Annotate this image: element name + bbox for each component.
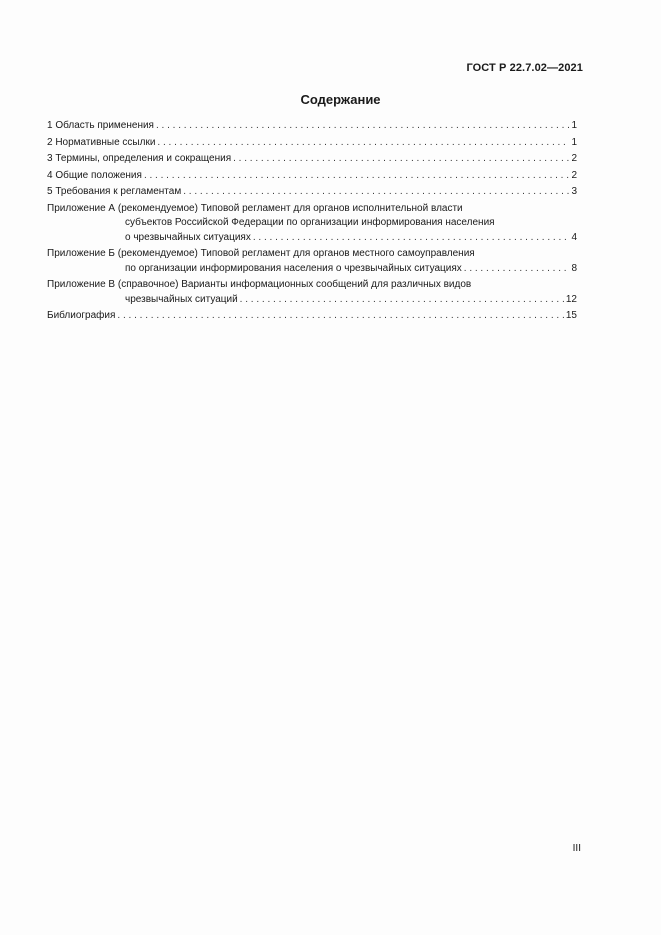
toc-page-number: 2 (571, 153, 577, 164)
toc-entry-appendix-b[interactable] (47, 247, 577, 276)
toc-line (47, 169, 577, 184)
toc-line (47, 309, 577, 324)
toc-page-number: 2 (571, 169, 577, 181)
toc-entry-continuation: субъектов Российской Федерации по организации информирования населения (125, 217, 495, 228)
dot-leader (464, 262, 570, 277)
toc-line (47, 293, 577, 308)
toc-entry-label: о чрезвычайных ситуациях (125, 231, 251, 243)
toc-entry-first-line: Приложение А (рекомендуемое) Типовой регламент для органов исполнительной власти (47, 202, 463, 214)
dot-leader (144, 169, 570, 184)
toc-entry-label: 1 Область применения (47, 120, 154, 131)
toc-line (47, 231, 577, 246)
page-number: III (572, 843, 581, 854)
toc-entry-scope[interactable] (47, 119, 577, 134)
toc-line (47, 185, 577, 200)
toc-line (47, 136, 577, 151)
dot-leader (157, 136, 569, 151)
toc-line (47, 119, 577, 134)
toc-entry-terms[interactable] (47, 152, 577, 167)
toc-entry-label: Библиография (47, 310, 116, 321)
toc-page-number: 1 (571, 136, 577, 148)
dot-leader (183, 185, 569, 200)
dot-leader (156, 119, 569, 134)
table-of-contents (47, 119, 577, 326)
toc-entry-appendix-a[interactable] (47, 202, 577, 246)
toc-entry-appendix-v[interactable] (47, 278, 577, 307)
dot-leader (240, 293, 564, 308)
toc-entry-first-line: Приложение Б (рекомендуемое) Типовой регламент для органов местного самоуправления (47, 248, 475, 259)
toc-entry-requirements[interactable] (47, 185, 577, 200)
dot-leader (253, 231, 570, 246)
toc-entry-label: по организации информирования населения о чрезвычайных ситуациях (125, 262, 462, 274)
toc-entry-first-line: Приложение В (справочное) Варианты информационных сообщений для различных видов (47, 279, 472, 290)
toc-entry-bibliography[interactable] (47, 309, 577, 324)
toc-line (47, 262, 577, 277)
toc-page-number: 8 (571, 262, 577, 274)
toc-entry-label: 4 Общие положения (47, 169, 142, 181)
toc-page-number: 4 (571, 231, 577, 243)
toc-entry-normative-references[interactable] (47, 136, 577, 151)
toc-entry-label: 2 Нормативные ссылки (47, 136, 156, 148)
toc-page-number: 15 (565, 310, 577, 321)
toc-entry-general[interactable] (47, 169, 577, 184)
toc-page-number: 1 (571, 120, 577, 131)
dot-leader (233, 152, 569, 167)
toc-entry-label: 3 Термины, определения и сокращения (47, 153, 232, 164)
toc-title: Содержание (300, 92, 381, 107)
toc-entry-label: 5 Требования к регламентам (47, 186, 182, 197)
dot-leader (117, 309, 563, 324)
toc-page-number: 12 (565, 293, 577, 305)
document-code: ГОСТ Р 22.7.02—2021 (466, 62, 583, 74)
toc-line (47, 152, 577, 167)
toc-page-number: 3 (571, 186, 577, 197)
toc-entry-label: чрезвычайных ситуаций (125, 293, 238, 305)
